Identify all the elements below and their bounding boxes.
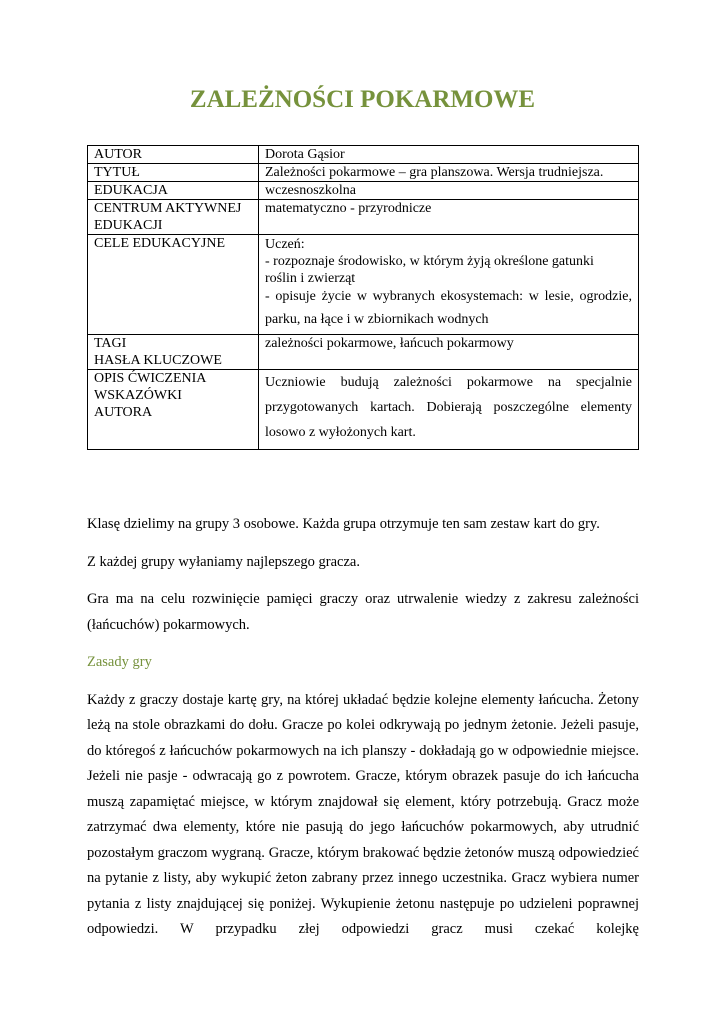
- description-value: Uczniowie budują zależności pokarmowe na specjalnie przygotowanych kartach. Dobierają poszczególne elementy losowo z wyłożonych kart.: [259, 370, 639, 450]
- metadata-table: [87, 145, 639, 450]
- description-label-line: AUTORA: [94, 405, 153, 420]
- description-label: [88, 370, 259, 450]
- table-row: [88, 146, 639, 164]
- table-row: [88, 235, 639, 335]
- center-value: matematyczno - przyrodnicze: [259, 200, 639, 235]
- education-label: EDUKACJA: [88, 182, 259, 200]
- paragraph: Klasę dzielimy na grupy 3 osobowe. Każda grupa otrzymuje ten sam zestaw kart do gry.: [87, 516, 600, 532]
- paragraph: Każdy z graczy dostaje kartę gry, na której układać będzie kolejne elementy łańcucha. Żetony leżą na stole obrazkami do dołu. Gracze po kolei odkrywają po jednym żetonie. Jeżeli pasuje, do któregoś z łańcuchów pokarmowych na ich planszy - dokładają go w odpowiednie miejsce. Jeżeli nie pasje - odwracają go z powrotem. Gracze, którym obrazek pasuje do ich łańcucha muszą zapamiętać miejsce, w którym znajdował się element, który potrzebują. Gracz może zatrzymać dwa elementy, które nie pasują do jego łańcuchów pokarmowych, aby utrudnić pozostałym graczom wygraną. Gracze, którym brakować będzie żetonów muszą odpowiedzieć na pytanie z listy, aby wykupić żeton zabrany przez innego uczestnika. Gracz wybiera numer pytania z listy znajdującej się poniżej. Wykupienie żetonu następuje po udzieleni poprawnej odpowiedzi. W przypadku złej odpowiedzi gracz musi czekać kolejkę: [87, 691, 639, 937]
- paragraph: Gra ma na celu rozwinięcie pamięci graczy oraz utrwalenie wiedzy z zakresu zależności (łańcuchów) pokarmowych.: [87, 591, 639, 633]
- table-row: [88, 164, 639, 182]
- document-title: ZALEŻNOŚCI POKARMOWE: [189, 86, 536, 113]
- center-label-line: CENTRUM AKTYWNEJ: [94, 201, 242, 216]
- title-label: TYTUŁ: [88, 164, 259, 182]
- tags-label: [88, 335, 259, 370]
- goals-line: roślin i zwierząt: [265, 271, 356, 286]
- tags-value: zależności pokarmowe, łańcuch pokarmowy: [259, 335, 639, 370]
- education-value: wczesnoszkolna: [259, 182, 639, 200]
- tags-label-line: HASŁA KLUCZOWE: [94, 353, 222, 368]
- paragraph: Z każdej grupy wyłaniamy najlepszego gracza.: [87, 553, 360, 570]
- rules-heading: Zasady gry: [87, 654, 152, 670]
- goals-line: parku, na łące i w zbiornikach wodnych: [265, 312, 489, 327]
- goals-line: - opisuje życie w wybranych ekosystemach: w lesie, ogrodzie,: [265, 289, 632, 304]
- author-value: Dorota Gąsior: [259, 146, 639, 164]
- table-row: [88, 182, 639, 200]
- table-row: [88, 370, 639, 450]
- author-label: AUTOR: [88, 146, 259, 164]
- goals-line: - rozpoznaje środowisko, w którym żyją określone gatunki: [265, 254, 594, 269]
- body-text: [87, 512, 639, 943]
- tags-label-line: TAGI: [94, 336, 127, 351]
- description-label-line: WSKAZÓWKI: [94, 388, 182, 403]
- goals-line: Uczeń:: [265, 237, 305, 252]
- table-row: [88, 200, 639, 235]
- goals-label: CELE EDUKACYJNE: [88, 235, 259, 335]
- description-label-line: OPIS ĆWICZENIA: [94, 371, 207, 386]
- center-label-line: EDUKACJI: [94, 218, 163, 233]
- center-label: [88, 200, 259, 235]
- goals-value: [259, 235, 639, 335]
- table-row: [88, 335, 639, 370]
- title-value: Zależności pokarmowe – gra planszowa. Wersja trudniejsza.: [259, 164, 639, 182]
